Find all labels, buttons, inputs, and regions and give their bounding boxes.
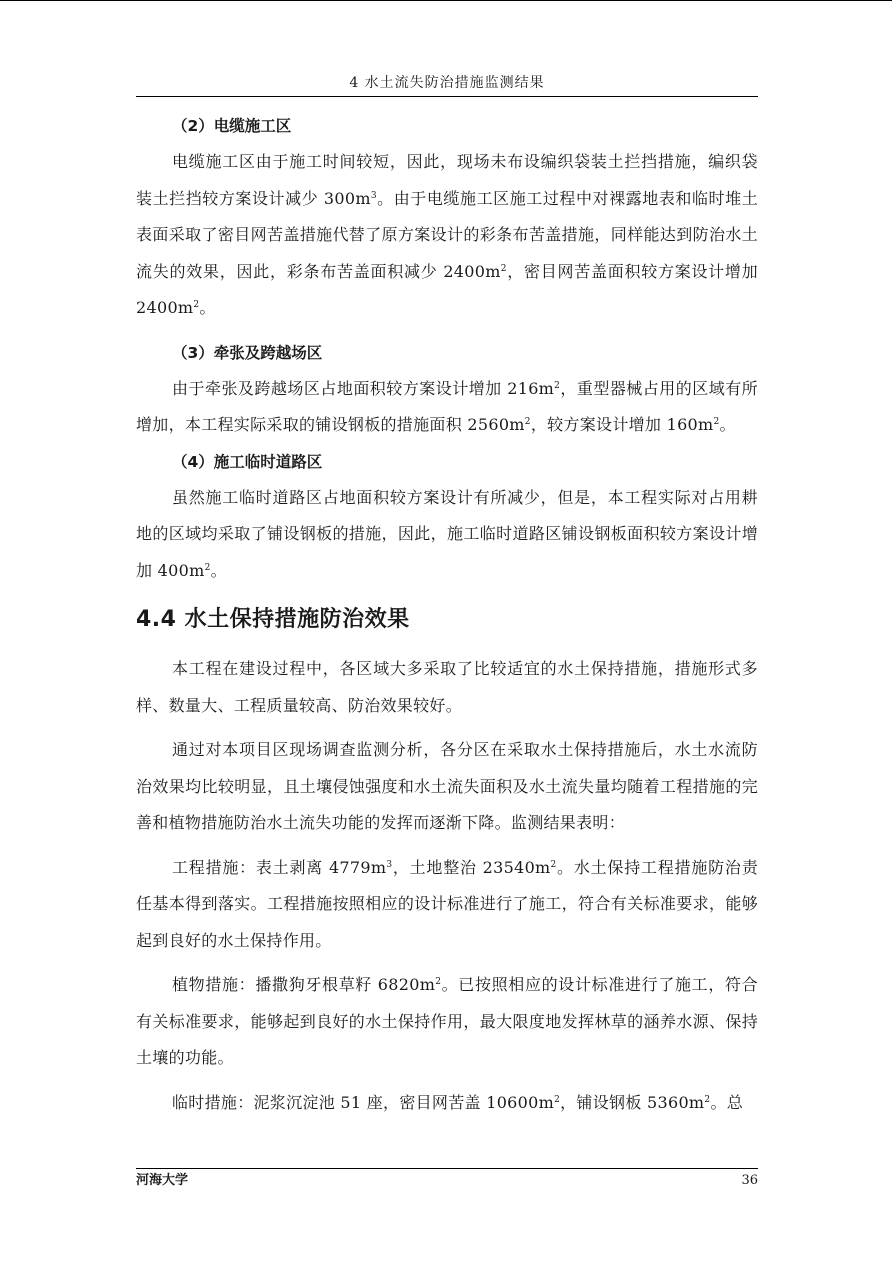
- paragraph-tension-area: [136, 371, 758, 444]
- superscript: 2: [524, 417, 531, 427]
- text-run: 。: [210, 560, 227, 580]
- paragraph-monitoring-analysis: 通过对本项目区现场调查监测分析，各分区在采取水土保持措施后，水土水流防治效果均比较明显，且土壤侵蚀强度和水土流失面积及水土流失量均随着工程措施的完善和植物措施防治水土流失功能的发挥而逐渐下降。监测结果表明：: [136, 740, 758, 832]
- superscript: 2: [704, 1094, 711, 1105]
- text-run: 。已按照相应的设计标准进行了施工，符合有关标准要求，能够起到良好的水土保持作用，最大限度地发挥林草的涵养水源、保持土壤的功能。: [136, 975, 758, 1067]
- footer-rule: [136, 1168, 758, 1169]
- paragraph-plant-measures: [136, 967, 758, 1077]
- text-run: 临时措施：泥浆沉淀池 51 座，密目网苦盖 10600m: [172, 1092, 555, 1112]
- paragraph-engineering-measures: [136, 850, 758, 960]
- section-heading-4-4: 4.4 水土保持措施防治效果: [136, 607, 410, 632]
- header-rule: [136, 96, 758, 97]
- subheading-temp-road-area: （4）施工临时道路区: [172, 452, 323, 471]
- superscript: 2: [435, 977, 442, 987]
- subheading-cable-area: （2）电缆施工区: [172, 117, 292, 135]
- superscript: 3: [370, 190, 377, 201]
- top-border: [0, 0, 892, 1]
- text-run: 。总: [710, 1092, 744, 1112]
- superscript: 2: [500, 263, 507, 274]
- running-header: 4 水土流失防治措施监测结果: [349, 75, 545, 91]
- text-run: 植物措施：播撒狗牙根草籽 6820m: [172, 975, 436, 994]
- text-run: 。: [719, 415, 736, 434]
- text-run: 由于牵张及跨越场区占地面积较方案设计增加 216m: [172, 378, 555, 398]
- superscript: 2: [713, 417, 720, 427]
- footer-university: 河海大学: [136, 1173, 189, 1188]
- superscript: 2: [554, 380, 561, 391]
- text-run: ，密目网苦盖面积较方案设计增加 2400m: [136, 261, 758, 317]
- paragraph-cable-area: [136, 144, 758, 327]
- superscript: 2: [193, 300, 200, 310]
- text-run: ，土地整治 23540m: [392, 857, 551, 877]
- superscript: 2: [554, 1094, 561, 1105]
- spacer: [136, 1077, 758, 1085]
- spacer: [136, 724, 758, 732]
- subheading-tension-area: （3）牵张及跨越场区: [172, 343, 323, 362]
- text-run: 虽然施工临时道路区占地面积较方案设计有所减少，但是，本工程实际对占用耕地的区域均采取了铺设钢板的措施，因此，施工临时道路区铺设钢板面积较方案设计增加 400m: [136, 487, 758, 580]
- text-run: ，铺设钢板 5360m: [560, 1092, 705, 1112]
- text-run: 电缆施工区由于施工时间较短，因此，现场未布设编织袋装土拦挡措施，编织袋装土拦挡较方案设计减少 300m: [136, 152, 758, 208]
- spacer: [136, 842, 758, 850]
- superscript: 2: [204, 562, 211, 573]
- text-run: ，较方案设计增加 160m: [530, 415, 714, 434]
- superscript: 2: [550, 859, 557, 870]
- paragraph-temp-road-area: [136, 480, 758, 590]
- page-body: [136, 108, 758, 1121]
- page-number: 36: [741, 1173, 758, 1188]
- paragraph-overview: 本工程在建设过程中，各区域大多采取了比较适宜的水土保持措施，措施形式多样、数量大、工程质量较高、防治效果较好。: [136, 659, 758, 715]
- spacer: [136, 327, 758, 335]
- spacer: [136, 959, 758, 967]
- text-run: 。水土保持工程措施防治责任基本得到落实。工程措施按照相应的设计标准进行了施工，符合有关标准要求，能够起到良好的水土保持作用。: [136, 857, 758, 950]
- text-run: 。由于电缆施工区施工过程中对裸露地表和临时堆土表面采取了密目网苦盖措施代替了原方案设计的彩条布苦盖措施，同样能达到防治水土流失的效果，因此，彩条布苦盖面积减少 2400m: [136, 188, 758, 281]
- text-run: 。: [199, 298, 216, 317]
- paragraph-temporary-measures: [136, 1085, 758, 1122]
- text-run: 工程措施：表土剥离 4779m: [172, 857, 387, 877]
- superscript: 3: [386, 859, 393, 870]
- text-run: ，重型器械占用的区域有所增加，本工程实际采取的铺设钢板的措施面积 2560m: [136, 378, 758, 434]
